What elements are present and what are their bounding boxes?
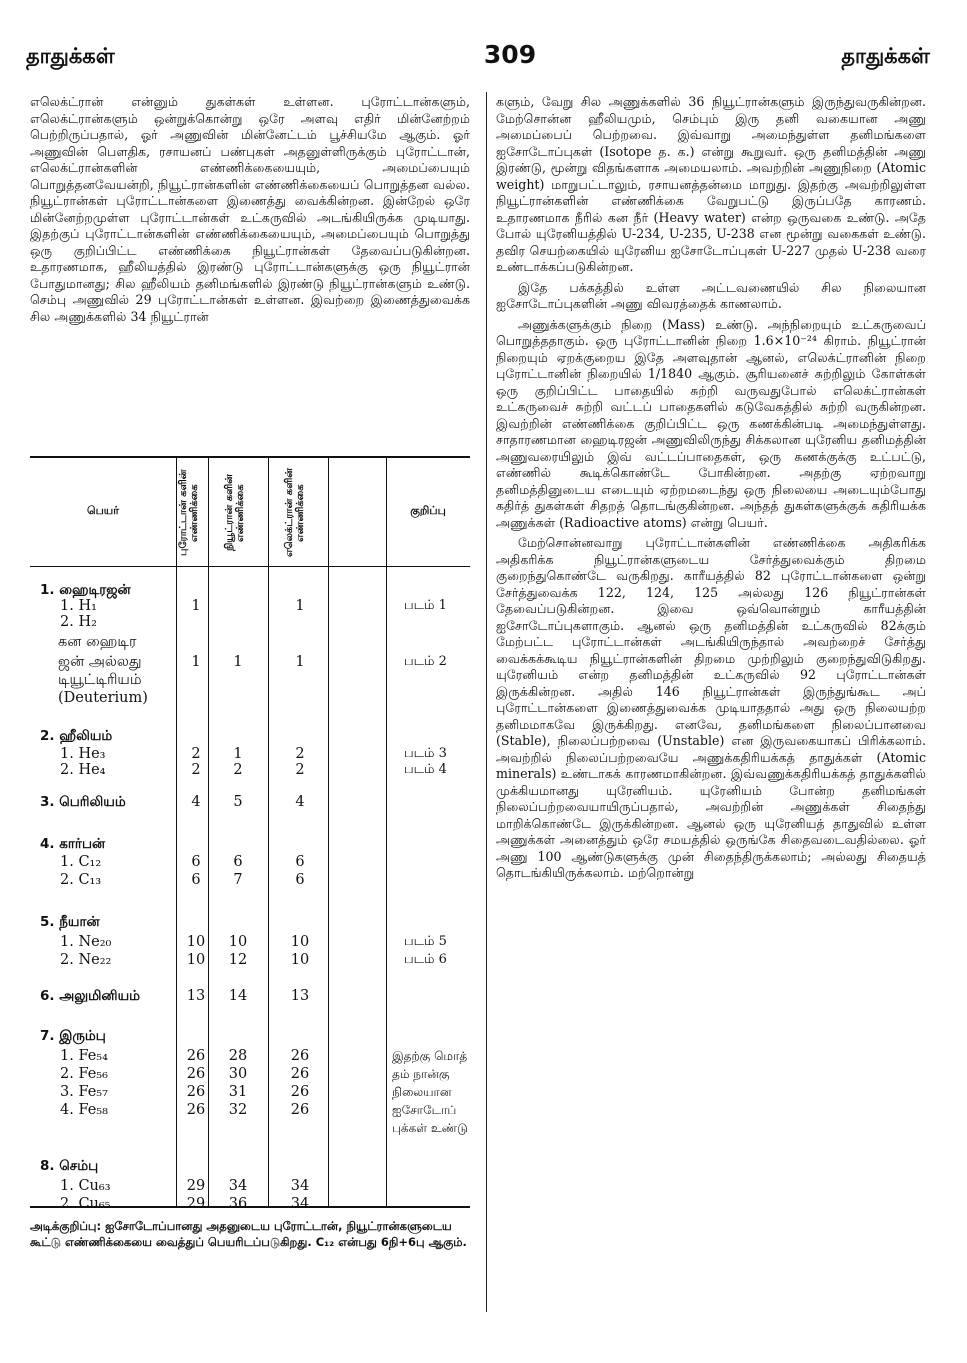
table-header-rule	[30, 566, 470, 567]
table-row-label: 4. கார்பன்	[40, 836, 106, 852]
table-cell-protons: 10	[186, 934, 206, 950]
page-number: 309	[483, 40, 537, 69]
table-cell-remark: தம் நான்கு	[392, 1067, 450, 1081]
left-column	[30, 94, 470, 329]
table-row-label: 2. Fe₅₆	[60, 1066, 108, 1082]
isotope-table	[30, 456, 470, 1212]
table-cell-electrons: 26	[290, 1048, 310, 1064]
table-row-label: 1. Cu₆₃	[60, 1178, 111, 1194]
header-remarks: குறிப்பு	[410, 504, 446, 517]
right-paragraph-4: மேற்சொன்னவாறு புரோட்டான்களின் எண்ணிக்கை அதிகரிக்க அதிகரிக்க நியூட்ரான்களுடைய சேர்த்துவைக்கும் திறமை குறைந்துகொண்டே வருகிறது. காரீயத்தில் 82 புரோட்டான்களை ஒன்று சேர்த்துவைக்க 122, 124, 125 அல்லது 126 நியூட்ரான்கள் தேவைப்படுகின்றன. இவை ஒவ்வொன்றும் காரீயத்தின் ஐசோடோப்புகளாகும். ஆனல் ஒரு தனிமத்தின் உட்கருவில் 82க்கும் மேற்பட்ட புரோட்டான்கள் அடங்கியிருந்தால் அவற்றைச் சேர்த்து வைக்கக்கூடிய நியூட்ரான்களின் திறமை முற்றிலும் குறைந்துவிடுகிறது. யுரேனியம் என்ற தனிமத்தின் உட்கருவில் 92 புரோட்டான்கள் இருக்கின்றன. அதில் 146 நியூட்ரான்கள் இருந்துங்கூட அப் புரோட்டான்களை இணைத்துவைக்க முடியாததால் அது ஒரு நிலையற்ற தனிமமாகவே இருக்கிறது. எனவே, தனிமங்களை நிலைப்பானவை (Stable), நிலைப்பற்றவை (Unstable) என இருவகையாகப் பிரிக்கலாம். அவற்றில் நிலைப்பற்றவையே அணுக்கதிரியக்கத் தாதுக்கள் (Atomic minerals) உண்டாகக் காரணமாகின்றன. இவ்வணுக்கதிரியக்கத் தாதுக்களில் முக்கியமானது யுரேனியம். யுரேனியம் போன்ற தனிமங்கள் நிலைப்பற்றவையாயிருப்பதால், அவற்றின் அணுக்கள் சிதைந்து மாறிக்கொண்டே இருக்கின்றன. ஆனல் ஒரு யுரேனியத் தாதுவில் உள்ள அணுக்கள் அனைத்தும் ஒரே சமயத்தில் ஒருங்கே சிதைவடைவதில்லை. ஓர் அணு 100 ஆண்டுகளுக்கு முன் சிதைந்திருக்கலாம்; அல்லது சிதையத் தொடங்கியிருக்கலாம். மற்றொன்று	[496, 535, 926, 880]
table-cell-electrons: 10	[290, 934, 310, 950]
table-cell-electrons: 2	[295, 762, 305, 778]
table-cell-remark: படம் 6	[404, 952, 447, 967]
table-row-label: 4. Fe₅₈	[60, 1102, 108, 1118]
table-vline	[386, 458, 387, 1206]
table-row-label: 2. ஹீலியம்	[40, 728, 113, 744]
table-row-label: 6. அலுமினியம்	[40, 988, 141, 1004]
table-cell-protons: 10	[186, 952, 206, 968]
table-cell-neutrons: 14	[228, 988, 248, 1004]
table-footnote	[30, 1218, 470, 1250]
table-cell-protons: 13	[186, 988, 206, 1004]
table-cell-protons: 26	[186, 1084, 206, 1100]
table-row-label: 3. Fe₅₇	[60, 1084, 108, 1100]
table-cell-remark: படம் 3	[404, 746, 447, 761]
table-row-label: 2. Cu₆₅	[60, 1196, 111, 1212]
right-column	[496, 94, 926, 886]
table-cell-protons: 2	[191, 762, 201, 778]
table-cell-neutrons: 1	[233, 746, 243, 762]
table-row-label: டியூட்டிரியம்	[58, 672, 142, 688]
table-cell-electrons: 34	[290, 1178, 310, 1194]
left-paragraph-1: எலெக்ட்ரான் என்னும் துகள்கள் உள்ளன. புரோட்டான்களும், எலெக்ட்ரான்களும் ஒன்றுக்கொன்று ஒரே அளவு எதிர் மின்னேற்றம் பெற்றிருப்பதால், ஓர் அணுவின் மின்னேட்டம் பூச்சியமே ஆகும். ஓர் அணுவின் பௌதிக, ரசாயனப் பண்புகள் அதனுள்ளிருக்கும் புரோட்டான், எலெக்ட்ரான்களின் எண்ணிக்கையையும், அமைப்பையும் பொறுத்தனவேயன்றி, நியூட்ரான்களின் எண்ணிக்கையைப் பொறுத்தன வல்ல. நியூட்ரான்கள் புரோட்டான்களை இணைத்து வைக்கின்றன. இன்றேல் ஒரே மின்னேற்றமுள்ள புரோட்டான்கள் உட்கருவில் அடங்கியிருக்க முடியாது. இதற்குப் புரோட்டான்களின் எண்ணிக்கையையும், அமைப்பையும் பொறுத்து ஒரு குறிப்பிட்ட எண்ணிக்கை நியூட்ரான்கள் தேவைப்படுகின்றன. உதாரணமாக, ஹீலியத்தில் இரண்டு புரோட்டான்களுக்கு ஒரு நியூட்ரான் போதுமானது; சில ஹீலியம் தனிமங்களில் இரண்டு நியூட்ரான்களும் உண்டு. செம்பு அணுவில் 29 புரோட்டான்கள் உள்ளன. இவற்றை இணைத்துவைக்க சில அணுக்களில் 34 நியூட்ரான்	[30, 94, 470, 324]
table-cell-neutrons: 7	[233, 872, 243, 888]
table-row-label: 1. Ne₂₀	[60, 934, 112, 950]
table-cell-electrons: 1	[295, 598, 305, 614]
table-cell-protons: 1	[191, 598, 201, 614]
table-cell-electrons: 26	[290, 1084, 310, 1100]
footnote-text: ஐசோடோப்பானது அதனுடைய புரோட்டான், நியூட்ரான்களுடைய கூட்டு எண்ணிக்கையை வைத்துப் பெயரிடப்படுகிறது. C₁₂ என்பது 6நி+6பு ஆகும்.	[30, 1219, 467, 1249]
table-cell-neutrons: 12	[228, 952, 248, 968]
table-row-label: (Deuterium)	[58, 690, 148, 706]
table-row-label: 1. He₃	[60, 746, 106, 762]
table-row-label: 5. நீயான்	[40, 914, 100, 930]
table-cell-neutrons: 6	[233, 854, 243, 870]
table-cell-neutrons: 30	[228, 1066, 248, 1082]
table-cell-remark: இதற்கு மொத்	[392, 1049, 468, 1063]
table-cell-remark: படம் 4	[404, 762, 447, 777]
right-paragraph-2: இதே பக்கத்தில் உள்ள அட்டவணையில் சில நிலையான ஐசோடோப்புகளின் அணு விவரத்தைக் காணலாம்.	[496, 279, 926, 311]
table-row-label: 7. இரும்பு	[40, 1028, 106, 1044]
table-cell-electrons: 13	[290, 988, 310, 1004]
table-row-label: 2. Ne₂₂	[60, 952, 112, 968]
table-row-label: கன ஹைடிர	[58, 634, 137, 650]
table-row-label: 8. செம்பு	[40, 1158, 99, 1174]
table-cell-electrons: 2	[295, 746, 305, 762]
page-header	[20, 40, 930, 84]
table-cell-electrons: 1	[295, 654, 305, 670]
header-protons: புரோட்டான் களின் எண்ணிக்கை	[178, 469, 200, 557]
table-cell-protons: 29	[186, 1178, 206, 1194]
footnote-label: அடிக்குறிப்பு:	[30, 1219, 102, 1233]
table-cell-protons: 6	[191, 854, 201, 870]
table-cell-neutrons: 2	[233, 762, 243, 778]
table-row-label: 1. Fe₅₄	[60, 1048, 108, 1064]
header-name: பெயர்	[87, 504, 119, 517]
table-cell-neutrons: 34	[228, 1178, 248, 1194]
table-cell-protons: 26	[186, 1066, 206, 1082]
table-row-label: 1. ஹைடிரஜன்	[40, 582, 131, 598]
table-cell-remark: படம் 2	[404, 654, 447, 669]
table-cell-neutrons: 1	[233, 654, 243, 670]
column-divider	[486, 92, 487, 1312]
table-cell-electrons: 4	[295, 794, 305, 810]
table-cell-neutrons: 31	[228, 1084, 248, 1100]
table-cell-protons: 1	[191, 654, 201, 670]
table-cell-remark: படம் 1	[404, 598, 447, 613]
table-cell-remark: படம் 5	[404, 934, 447, 949]
table-cell-remark: ஐசோடோப்	[392, 1103, 457, 1117]
table-cell-electrons: 34	[290, 1196, 310, 1212]
table-vline	[328, 458, 329, 1206]
table-cell-protons: 2	[191, 746, 201, 762]
table-vline	[268, 458, 269, 1206]
table-cell-protons: 26	[186, 1102, 206, 1118]
table-row-label: 2. He₄	[60, 762, 106, 778]
table-cell-electrons: 6	[295, 854, 305, 870]
header-electrons: எலெக்ட்ரான் களின் எண்ணிக்கை	[284, 468, 306, 558]
header-neutrons: நியூட்ரான் களின் எண்ணிக்கை	[224, 474, 246, 552]
table-cell-neutrons: 36	[228, 1196, 248, 1212]
table-cell-neutrons: 32	[228, 1102, 248, 1118]
table-cell-electrons: 26	[290, 1102, 310, 1118]
table-row-label: 2. C₁₃	[60, 872, 102, 888]
table-row-label: 1. H₁	[60, 598, 97, 614]
table-row-label: ஜன் அல்லது	[58, 654, 142, 670]
table-cell-electrons: 6	[295, 872, 305, 888]
table-cell-neutrons: 10	[228, 934, 248, 950]
table-cell-remark: புக்கள் உண்டு	[392, 1121, 468, 1135]
running-head-left: தாதுக்கள்	[26, 44, 115, 68]
table-cell-protons: 4	[191, 794, 201, 810]
table-cell-remark: நிலையான	[392, 1085, 452, 1099]
table-cell-protons: 29	[186, 1196, 206, 1212]
table-cell-protons: 26	[186, 1048, 206, 1064]
running-head-right: தாதுக்கள்	[841, 44, 930, 68]
table-cell-electrons: 10	[290, 952, 310, 968]
table-row-label: 1. C₁₂	[60, 854, 102, 870]
table-cell-neutrons: 28	[228, 1048, 248, 1064]
right-paragraph-3: அணுக்களுக்கும் நிறை (Mass) உண்டு. அந்நிறையும் உட்கருவைப் பொறுத்ததாகும். ஒரு புரோட்டானின் நிறை 1.6×10⁻²⁴ கிராம். நியூட்ரான் நிறையும் ஏறக்குறைய இதே அளவுதான் ஆனல், எலெக்ட்ரானின் நிறை புரோட்டானின் நிறையில் 1/1840 ஆகும். சூரியனைச் சுற்றிலும் கோள்கள் ஒரு குறிப்பிட்ட பாதையில் சுற்றி வருவதுபோல் எலெக்ட்ரான்கள் உட்கருவைச் சுற்றி வட்டப் பாதைகளில் கடுவேகத்தில் சுற்றி வருகின்றன. இவற்றின் எண்ணிக்கை குறிப்பிட்ட ஒரு கணக்கின்படி அமைந்துள்ளது. சாதாரணமான ஹைடிரஜன் அணுவிலிருந்து சிக்கலான யுரேனிய தனிமத்தின் அணுவரையிலும் இவ் வட்டப்பாதைகள், ஒரு கணக்குக்கு உட்பட்டு, எண்ணில் கூடிக்கொண்டே போகின்றன. அதற்கு ஏற்றவாறு தனிமத்தினுடைய எடையும் ஏற்றமடைந்து ஒரு நிலையை அடையும்போது கதிர்த் துகள்கள் சிதறத் தொடங்குகின்றன. அந்தத் துகள்களுக்குக் கதிரியக்க அணுக்கள் (Radioactive atoms) என்று பெயர்.	[496, 316, 926, 530]
table-cell-protons: 6	[191, 872, 201, 888]
table-row-label: 3. பெரிலியம்	[40, 794, 126, 810]
right-paragraph-1: களும், வேறு சில அணுக்களில் 36 நியூட்ரான்களும் இருந்துவருகின்றன. மேற்சொன்ன ஹீலியமும், செம்பும் இரு தனி வகையான அணு அமைப்பைப் பெற்றவை. இவ்வாறு அமைந்துள்ள தனிமங்களை ஐசோடோப்புகள் (Isotope த. க.) என்று கூறுவர். ஒரு தனிமத்தின் அணு இரண்டு, மூன்று விதங்களாக அமையலாம். அவற்றின் அணுநிறை (Atomic weight) மாறுபட்டாலும், ரசாயனத்தன்மை மாறுது. இதற்கு அவற்றிலுள்ள நியூட்ரான்களின் எண்ணிக்கை வேறுபட்டு இருப்பதே காரணம். உதாரணமாக நீரில் கன நீர் (Heavy water) என்ற ஒருவகை உண்டு. அதே போல் யுரேனியத்தில் U-234, U-235, U-238 என மூன்று வகைகள் உண்டு. தவிர செயற்கையில் யுரேனிய ஐசோடோப்புகள் U-227 முதல் U-238 வரை உண்டாக்கப்படுகின்றன.	[496, 94, 926, 274]
table-row-label: 2. H₂	[60, 614, 97, 630]
table-cell-electrons: 26	[290, 1066, 310, 1082]
table-cell-neutrons: 5	[233, 794, 243, 810]
